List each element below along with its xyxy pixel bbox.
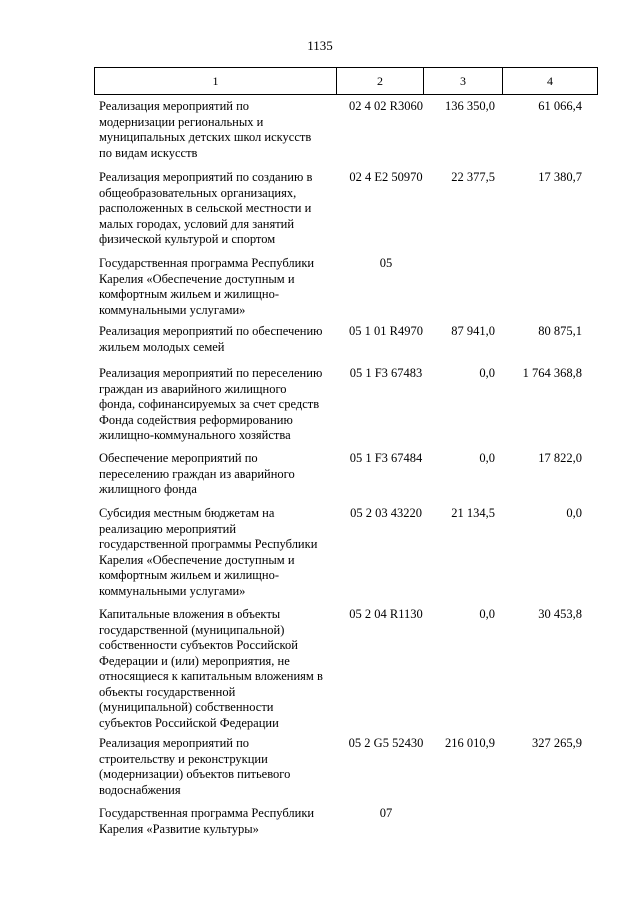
row-code: 05 bbox=[379, 256, 393, 270]
row-name: Реализация мероприятий по обеспечению жильем молодых семей bbox=[99, 324, 323, 354]
row-value-3: 0,0 bbox=[479, 366, 495, 380]
row-name: Государственная программа Республики Карелия «Обеспечение доступным и комфортным жильем и жилищно- коммунальными услугами» bbox=[99, 256, 315, 317]
row-value-3: 22 377,5 bbox=[451, 170, 495, 184]
row-name: Реализация мероприятий по переселению граждан из аварийного жилищного фонда, софинансируемых за счет средств Фонда содействия реформированию жилищно-коммунального хозяйства bbox=[99, 366, 323, 442]
row-code: 02 4 02 R3060 bbox=[349, 99, 423, 113]
row-value-3: 21 134,5 bbox=[451, 506, 495, 520]
row-value-4: 17 822,0 bbox=[538, 451, 582, 465]
row-name: Государственная программа Республики Карелия «Развитие культуры» bbox=[99, 806, 315, 836]
row-value-4: 0,0 bbox=[566, 506, 582, 520]
row-code: 05 1 F3 67483 bbox=[349, 366, 423, 380]
header-col-1: 1 bbox=[95, 68, 337, 95]
row-code: 05 1 F3 67484 bbox=[349, 451, 423, 465]
row-value-4: 61 066,4 bbox=[538, 99, 582, 113]
row-value-4: 327 265,9 bbox=[532, 736, 582, 750]
row-value-3: 0,0 bbox=[479, 607, 495, 621]
row-name: Реализация мероприятий по строительству и реконструкции (модернизации) объектов питьевого водоснабжения bbox=[99, 736, 291, 797]
row-value-3: 136 350,0 bbox=[445, 99, 495, 113]
table-header bbox=[94, 67, 598, 95]
row-value-4: 1 764 368,8 bbox=[522, 366, 582, 380]
row-name: Реализация мероприятий по созданию в общеобразовательных организациях, расположенных в сельской местности и малых городах, условий для занятий физической культурой и спортом bbox=[99, 170, 313, 246]
row-code: 05 2 04 R1130 bbox=[349, 607, 423, 621]
row-value-3: 216 010,9 bbox=[445, 736, 495, 750]
header-col-2: 2 bbox=[337, 68, 424, 95]
row-value-4: 80 875,1 bbox=[538, 324, 582, 338]
row-name: Обеспечение мероприятий по переселению граждан из аварийного жилищного фонда bbox=[99, 451, 295, 496]
row-value-4: 17 380,7 bbox=[538, 170, 582, 184]
header-col-3: 3 bbox=[424, 68, 503, 95]
row-code: 05 2 03 43220 bbox=[350, 506, 422, 520]
row-value-3: 0,0 bbox=[479, 451, 495, 465]
row-value-4: 30 453,8 bbox=[538, 607, 582, 621]
header-col-4: 4 bbox=[503, 68, 598, 95]
page-number: 1135 bbox=[307, 38, 333, 53]
row-code: 05 1 01 R4970 bbox=[349, 324, 423, 338]
row-name: Капитальные вложения в объекты государственной (муниципальной) собственности субъектов Российской Федерации и (или) мероприятия, не относящиеся к капитальным вложениям в объекты государственной (муниципальной) собственности субъектов Российской Федерации bbox=[99, 607, 323, 730]
row-code: 07 bbox=[379, 806, 393, 820]
row-value-3: 87 941,0 bbox=[451, 324, 495, 338]
row-code: 05 2 G5 52430 bbox=[348, 736, 424, 750]
row-name: Реализация мероприятий по модернизации региональных и муниципальных детских школ искусств по видам искусств bbox=[99, 99, 312, 160]
row-name: Субсидия местным бюджетам на реализацию мероприятий государственной программы Республики Карелия «Обеспечение доступным и комфортным жильем и жилищно- коммунальными услугами» bbox=[99, 506, 318, 598]
row-code: 02 4 E2 50970 bbox=[349, 170, 423, 184]
